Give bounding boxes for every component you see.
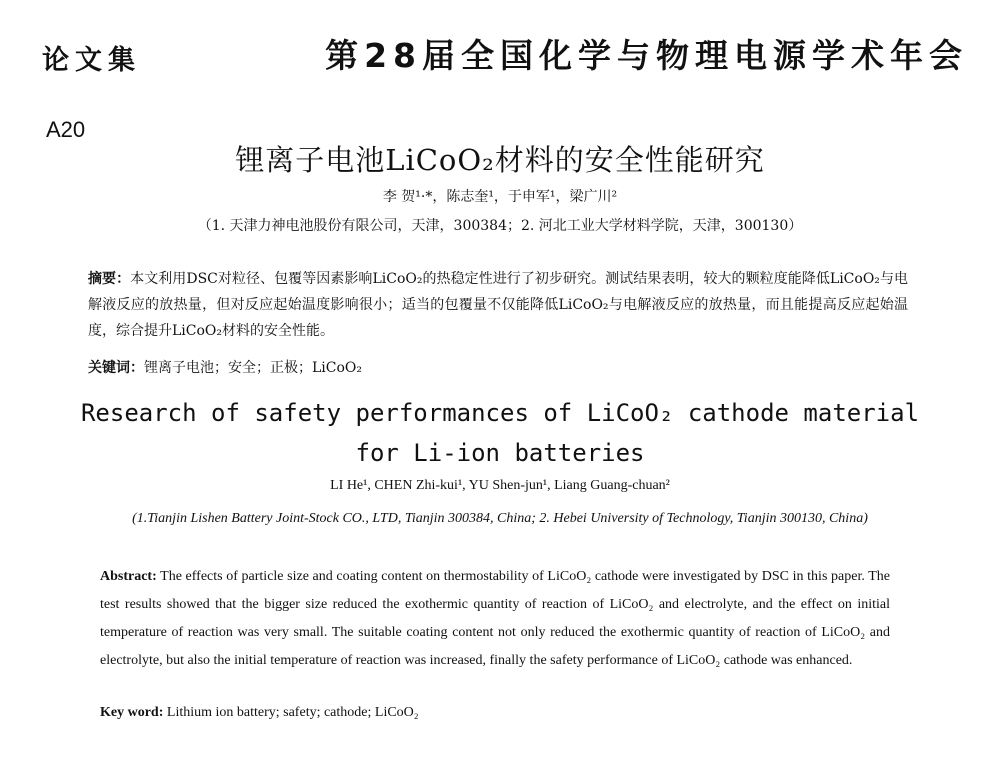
en-abstract [100,563,890,675]
en-keywords-text: Lithium ion battery; safety; cathode; LiCoO₂ [163,705,419,720]
cn-abstract-label: 摘要： [88,271,131,287]
cn-keywords-label: 关键词： [88,360,144,376]
cn-abstract [88,266,908,344]
cn-title: 锂离子电池LiCoO₂材料的安全性能研究 [235,143,765,177]
en-abstract-text: The effects of particle size and coating content on thermostability of LiCoO₂ cathode were investigated by DSC in this paper. The test results showed that the bigger size reduced the exothermic quantity of reaction of LiCoO₂ and electrolyte, and the effect on initial temperature of reaction was very small. The suitable coating content not only reduced the exothermic quantity of reaction of LiCoO₂ and electrolyte, but also the initial temperature of reaction was increased, finally the safety performance of LiCoO₂ cathode was enhanced. [100,569,890,668]
cn-keywords-text: 锂离子电池；安全；正极；LiCoO₂ [144,360,363,376]
en-title-line2: for Li-ion batteries [355,439,645,467]
conference-title: 第28届全国化学与物理电源学术年会 [325,36,968,75]
cn-keywords [88,357,362,377]
cn-affiliations: （1. 天津力神电池股份有限公司，天津，300384；2. 河北工业大学材料学院，天津，300130） [197,218,803,234]
en-authors: LI He¹, CHEN Zhi-kui¹, YU Shen-jun¹, Liang Guang-chuan² [330,478,670,493]
cn-authors: 李 贺¹·*，陈志奎¹，于申军¹，梁广川² [382,189,618,205]
en-affiliations: (1.Tianjin Lishen Battery Joint-Stock CO., LTD, Tianjin 300384, China; 2. Hebei University of Technology, Tianjin 300130, China) [132,511,868,526]
en-title [0,393,1000,473]
en-abstract-label: Abstract: [100,569,157,584]
en-title-line1: Research of safety performances of LiCoO₂ cathode material [80,399,920,427]
en-keywords [100,705,419,721]
collection-label: 论文集 [42,45,141,76]
paper-id: A20 [46,117,86,142]
en-keywords-label: Key word: [100,705,164,720]
cn-abstract-text: 本文利用DSC对粒径、包覆等因素影响LiCoO₂的热稳定性进行了初步研究。测试结果表明，较大的颗粒度能降低LiCoO₂与电解液反应的放热量，但对反应起始温度影响很小；适当的包覆量不仅能降低LiCoO₂与电解液反应的放热量，而且能提高反应起始温度，综合提升LiCoO₂材料的安全性能。 [88,271,908,339]
